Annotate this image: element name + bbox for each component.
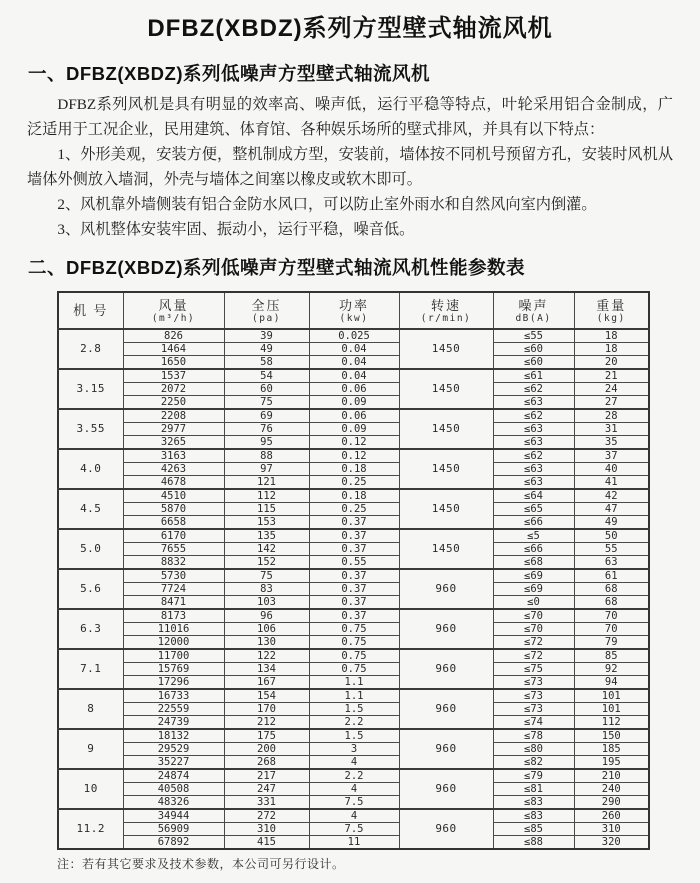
speed-cell: 960: [399, 609, 493, 649]
weight-cell: 150: [574, 729, 649, 743]
speed-cell: 960: [399, 809, 493, 849]
pressure-cell: 135: [224, 529, 309, 543]
table-row: [58, 783, 649, 796]
pressure-cell: 69: [224, 409, 309, 423]
noise-cell: ≤63: [493, 436, 574, 450]
noise-cell: ≤80: [493, 743, 574, 756]
power-cell: 0.75: [309, 663, 399, 676]
power-cell: 0.37: [309, 583, 399, 596]
footnote: 注：若有其它要求及技术参数，本公司可另行设计。: [57, 857, 345, 871]
noise-cell: ≤65: [493, 503, 574, 516]
airflow-cell: 18132: [123, 729, 224, 743]
table-row: [58, 663, 649, 676]
power-cell: 4: [309, 756, 399, 770]
noise-cell: ≤88: [493, 836, 574, 850]
weight-cell: 37: [574, 449, 649, 463]
power-cell: 0.04: [309, 343, 399, 356]
header-noise-unit: dB(A): [515, 312, 552, 324]
header-pressure-unit: (pa): [252, 312, 281, 324]
noise-cell: ≤62: [493, 409, 574, 423]
model-cell: 5.6: [58, 569, 123, 609]
power-cell: 1.1: [309, 676, 399, 690]
page-title: DFBZ(XBDZ)系列方型壁式轴流风机: [147, 15, 553, 42]
noise-cell: ≤74: [493, 716, 574, 730]
pressure-cell: 97: [224, 463, 309, 476]
pressure-cell: 49: [224, 343, 309, 356]
pressure-cell: 121: [224, 476, 309, 490]
pressure-cell: 175: [224, 729, 309, 743]
model-cell: 3.15: [58, 369, 123, 409]
header-pressure-label: 全压: [251, 297, 282, 313]
table-row: [58, 423, 649, 436]
weight-cell: 320: [574, 836, 649, 850]
power-cell: 2.2: [309, 716, 399, 730]
table-row: [58, 369, 649, 383]
table-row: [58, 343, 649, 356]
airflow-cell: 8832: [123, 556, 224, 570]
intro-paragraph: DFBZ系列风机是具有明显的效率高、噪声低，运行平稳等特点，叶轮采用铝合金制成，广泛适用于工况企业，民用建筑、体育馆、各种娱乐场所的壁式排风，并具有以下特点：: [27, 96, 673, 138]
airflow-cell: 5870: [123, 503, 224, 516]
pressure-cell: 75: [224, 569, 309, 583]
pressure-cell: 60: [224, 383, 309, 396]
airflow-cell: 6658: [123, 516, 224, 530]
airflow-cell: 56909: [123, 823, 224, 836]
table-row: [58, 356, 649, 370]
performance-table: [57, 291, 650, 850]
pressure-cell: 88: [224, 449, 309, 463]
airflow-cell: 24739: [123, 716, 224, 730]
noise-cell: ≤69: [493, 569, 574, 583]
weight-cell: 42: [574, 489, 649, 503]
weight-cell: 92: [574, 663, 649, 676]
speed-cell: 1450: [399, 329, 493, 369]
table-row: [58, 476, 649, 490]
model-cell: 7.1: [58, 649, 123, 689]
airflow-cell: 29529: [123, 743, 224, 756]
feature-point-3: 3、风机整体安装牢固、振动小，运行平稳，噪音低。: [57, 221, 415, 238]
weight-cell: 21: [574, 369, 649, 383]
power-cell: 11: [309, 836, 399, 850]
power-cell: 1.1: [309, 689, 399, 703]
speed-cell: 1450: [399, 369, 493, 409]
noise-cell: ≤72: [493, 649, 574, 663]
power-cell: 4: [309, 809, 399, 823]
pressure-cell: 76: [224, 423, 309, 436]
airflow-cell: 40508: [123, 783, 224, 796]
noise-cell: ≤62: [493, 449, 574, 463]
airflow-cell: 12000: [123, 636, 224, 650]
pressure-cell: 39: [224, 329, 309, 343]
speed-cell: 1450: [399, 409, 493, 449]
weight-cell: 20: [574, 356, 649, 370]
airflow-cell: 16733: [123, 689, 224, 703]
weight-cell: 70: [574, 623, 649, 636]
table-row: [58, 516, 649, 530]
noise-cell: ≤79: [493, 769, 574, 783]
airflow-cell: 67892: [123, 836, 224, 850]
airflow-cell: 7724: [123, 583, 224, 596]
power-cell: 0.06: [309, 383, 399, 396]
pressure-cell: 130: [224, 636, 309, 650]
power-cell: 0.04: [309, 369, 399, 383]
power-cell: 0.37: [309, 596, 399, 610]
model-cell: 9: [58, 729, 123, 769]
weight-cell: 50: [574, 529, 649, 543]
power-cell: 0.12: [309, 449, 399, 463]
airflow-cell: 2977: [123, 423, 224, 436]
table-row: [58, 756, 649, 770]
model-cell: 11.2: [58, 809, 123, 849]
speed-cell: 960: [399, 689, 493, 729]
weight-cell: 55: [574, 543, 649, 556]
noise-cell: ≤78: [493, 729, 574, 743]
airflow-cell: 1537: [123, 369, 224, 383]
airflow-cell: 4678: [123, 476, 224, 490]
weight-cell: 31: [574, 423, 649, 436]
model-cell: 2.8: [58, 329, 123, 369]
table-row: [58, 529, 649, 543]
pressure-cell: 142: [224, 543, 309, 556]
weight-cell: 40: [574, 463, 649, 476]
model-cell: 4.5: [58, 489, 123, 529]
model-cell: 6.3: [58, 609, 123, 649]
section2-heading: 二、DFBZ(XBDZ)系列低噪声方型壁式轴流风机性能参数表: [28, 257, 526, 278]
airflow-cell: 48326: [123, 796, 224, 810]
weight-cell: 18: [574, 343, 649, 356]
airflow-cell: 7655: [123, 543, 224, 556]
weight-cell: 260: [574, 809, 649, 823]
airflow-cell: 4263: [123, 463, 224, 476]
power-cell: 0.37: [309, 543, 399, 556]
noise-cell: ≤83: [493, 796, 574, 810]
speed-cell: 1450: [399, 489, 493, 529]
header-weight-label: 重量: [596, 297, 627, 313]
table-row: [58, 823, 649, 836]
pressure-cell: 103: [224, 596, 309, 610]
header-speed: [399, 292, 493, 329]
pressure-cell: 217: [224, 769, 309, 783]
pressure-cell: 310: [224, 823, 309, 836]
speed-cell: 960: [399, 649, 493, 689]
pressure-cell: 152: [224, 556, 309, 570]
pressure-cell: 83: [224, 583, 309, 596]
table-row: [58, 796, 649, 810]
noise-cell: ≤55: [493, 329, 574, 343]
weight-cell: 101: [574, 703, 649, 716]
weight-cell: 41: [574, 476, 649, 490]
airflow-cell: 4510: [123, 489, 224, 503]
pressure-cell: 272: [224, 809, 309, 823]
weight-cell: 68: [574, 583, 649, 596]
power-cell: 1.5: [309, 703, 399, 716]
header-power: [309, 292, 399, 329]
airflow-cell: 1464: [123, 343, 224, 356]
power-cell: 0.09: [309, 423, 399, 436]
weight-cell: 240: [574, 783, 649, 796]
pressure-cell: 75: [224, 396, 309, 410]
airflow-cell: 8471: [123, 596, 224, 610]
table-row: [58, 329, 649, 343]
noise-cell: ≤64: [493, 489, 574, 503]
table-row: [58, 609, 649, 623]
pressure-cell: 106: [224, 623, 309, 636]
noise-cell: ≤0: [493, 596, 574, 610]
table-row: [58, 463, 649, 476]
weight-cell: 28: [574, 409, 649, 423]
airflow-cell: 2208: [123, 409, 224, 423]
model-cell: 5.0: [58, 529, 123, 569]
power-cell: 0.25: [309, 503, 399, 516]
header-noise: [493, 292, 574, 329]
speed-cell: 1450: [399, 529, 493, 569]
header-model-label: 机 号: [73, 303, 109, 318]
pressure-cell: 95: [224, 436, 309, 450]
power-cell: 0.09: [309, 396, 399, 410]
header-airflow: [123, 292, 224, 329]
pressure-cell: 134: [224, 663, 309, 676]
table-row: [58, 769, 649, 783]
pressure-cell: 115: [224, 503, 309, 516]
noise-cell: ≤70: [493, 623, 574, 636]
power-cell: 7.5: [309, 823, 399, 836]
table-row: [58, 583, 649, 596]
table-row: [58, 449, 649, 463]
table-row: [58, 649, 649, 663]
model-cell: 4.0: [58, 449, 123, 489]
weight-cell: 18: [574, 329, 649, 343]
power-cell: 0.55: [309, 556, 399, 570]
weight-cell: 101: [574, 689, 649, 703]
pressure-cell: 268: [224, 756, 309, 770]
weight-cell: 63: [574, 556, 649, 570]
weight-cell: 68: [574, 596, 649, 610]
airflow-cell: 17296: [123, 676, 224, 690]
header-pressure: [224, 292, 309, 329]
model-cell: 8: [58, 689, 123, 729]
noise-cell: ≤63: [493, 463, 574, 476]
pressure-cell: 167: [224, 676, 309, 690]
weight-cell: 85: [574, 649, 649, 663]
pressure-cell: 54: [224, 369, 309, 383]
power-cell: 0.37: [309, 569, 399, 583]
pressure-cell: 170: [224, 703, 309, 716]
pressure-cell: 154: [224, 689, 309, 703]
weight-cell: 112: [574, 716, 649, 730]
airflow-cell: 5730: [123, 569, 224, 583]
speed-cell: 960: [399, 769, 493, 809]
weight-cell: 70: [574, 609, 649, 623]
table-row: [58, 436, 649, 450]
table-row: [58, 623, 649, 636]
airflow-cell: 826: [123, 329, 224, 343]
noise-cell: ≤62: [493, 383, 574, 396]
power-cell: 0.06: [309, 409, 399, 423]
weight-cell: 27: [574, 396, 649, 410]
airflow-cell: 22559: [123, 703, 224, 716]
table-row: [58, 636, 649, 650]
table-row: [58, 729, 649, 743]
power-cell: 0.37: [309, 609, 399, 623]
power-cell: 0.04: [309, 356, 399, 370]
airflow-cell: 3265: [123, 436, 224, 450]
noise-cell: ≤70: [493, 609, 574, 623]
pressure-cell: 415: [224, 836, 309, 850]
feature-point-2: 2、风机靠外墙侧装有铝合金防水风口，可以防止室外雨水和自然风向室内倒灌。: [57, 196, 597, 213]
airflow-cell: 2250: [123, 396, 224, 410]
weight-cell: 61: [574, 569, 649, 583]
header-noise-label: 噪声: [518, 297, 549, 313]
power-cell: 0.18: [309, 489, 399, 503]
noise-cell: ≤63: [493, 396, 574, 410]
power-cell: 0.37: [309, 529, 399, 543]
performance-table-container: [57, 291, 700, 850]
airflow-cell: 8173: [123, 609, 224, 623]
header-power-unit: (kw): [339, 312, 369, 324]
power-cell: 7.5: [309, 796, 399, 810]
table-row: [58, 556, 649, 570]
airflow-cell: 3163: [123, 449, 224, 463]
weight-cell: 49: [574, 516, 649, 530]
table-row: [58, 676, 649, 690]
pressure-cell: 200: [224, 743, 309, 756]
speed-cell: 960: [399, 729, 493, 769]
power-cell: 0.025: [309, 329, 399, 343]
table-row: [58, 703, 649, 716]
table-row: [58, 689, 649, 703]
power-cell: 0.25: [309, 476, 399, 490]
noise-cell: ≤83: [493, 809, 574, 823]
power-cell: 4: [309, 783, 399, 796]
model-cell: 3.55: [58, 409, 123, 449]
airflow-cell: 15769: [123, 663, 224, 676]
table-row: [58, 809, 649, 823]
pressure-cell: 212: [224, 716, 309, 730]
weight-cell: 79: [574, 636, 649, 650]
power-cell: 0.75: [309, 636, 399, 650]
noise-cell: ≤63: [493, 423, 574, 436]
header-power-label: 功率: [338, 297, 369, 313]
pressure-cell: 58: [224, 356, 309, 370]
noise-cell: ≤69: [493, 583, 574, 596]
noise-cell: ≤85: [493, 823, 574, 836]
noise-cell: ≤75: [493, 663, 574, 676]
airflow-cell: 35227: [123, 756, 224, 770]
pressure-cell: 96: [224, 609, 309, 623]
power-cell: 0.18: [309, 463, 399, 476]
weight-cell: 185: [574, 743, 649, 756]
power-cell: 0.75: [309, 649, 399, 663]
pressure-cell: 331: [224, 796, 309, 810]
airflow-cell: 34944: [123, 809, 224, 823]
table-header-row: [58, 292, 649, 329]
airflow-cell: 11016: [123, 623, 224, 636]
noise-cell: ≤5: [493, 529, 574, 543]
table-row: [58, 569, 649, 583]
header-speed-label: 转速: [430, 297, 461, 313]
table-row: [58, 489, 649, 503]
noise-cell: ≤73: [493, 676, 574, 690]
header-weight: [574, 292, 649, 329]
header-weight-unit: (kg): [596, 312, 626, 324]
airflow-cell: 1650: [123, 356, 224, 370]
weight-cell: 47: [574, 503, 649, 516]
noise-cell: ≤68: [493, 556, 574, 570]
noise-cell: ≤60: [493, 356, 574, 370]
header-airflow-unit: (m³/h): [151, 312, 196, 324]
noise-cell: ≤81: [493, 783, 574, 796]
power-cell: 2.2: [309, 769, 399, 783]
speed-cell: 1450: [399, 449, 493, 489]
weight-cell: 195: [574, 756, 649, 770]
header-model: [58, 292, 123, 329]
noise-cell: ≤73: [493, 703, 574, 716]
noise-cell: ≤63: [493, 476, 574, 490]
pressure-cell: 247: [224, 783, 309, 796]
table-row: [58, 503, 649, 516]
noise-cell: ≤61: [493, 369, 574, 383]
weight-cell: 310: [574, 823, 649, 836]
noise-cell: ≤73: [493, 689, 574, 703]
airflow-cell: 24874: [123, 769, 224, 783]
table-row: [58, 396, 649, 410]
noise-cell: ≤66: [493, 516, 574, 530]
power-cell: 0.37: [309, 516, 399, 530]
power-cell: 3: [309, 743, 399, 756]
pressure-cell: 153: [224, 516, 309, 530]
table-row: [58, 716, 649, 730]
feature-point-1: 1、外形美观，安装方便，整机制成方型，安装前，墙体按不同机号预留方孔，安装时风机从墙体外侧放入墙洞，外壳与墙体之间塞以橡皮或软木即可。: [27, 146, 673, 188]
noise-cell: ≤82: [493, 756, 574, 770]
power-cell: 0.12: [309, 436, 399, 450]
weight-cell: 290: [574, 796, 649, 810]
table-row: [58, 596, 649, 610]
noise-cell: ≤66: [493, 543, 574, 556]
airflow-cell: 2072: [123, 383, 224, 396]
table-row: [58, 383, 649, 396]
noise-cell: ≤72: [493, 636, 574, 650]
airflow-cell: 11700: [123, 649, 224, 663]
pressure-cell: 122: [224, 649, 309, 663]
table-row: [58, 409, 649, 423]
table-row: [58, 543, 649, 556]
table-row: [58, 743, 649, 756]
speed-cell: 960: [399, 569, 493, 609]
header-speed-unit: (r/min): [420, 312, 472, 324]
power-cell: 1.5: [309, 729, 399, 743]
weight-cell: 94: [574, 676, 649, 690]
airflow-cell: 6170: [123, 529, 224, 543]
model-cell: 10: [58, 769, 123, 809]
weight-cell: 210: [574, 769, 649, 783]
pressure-cell: 112: [224, 489, 309, 503]
weight-cell: 35: [574, 436, 649, 450]
header-airflow-label: 风量: [158, 297, 189, 313]
section1-heading: 一、DFBZ(XBDZ)系列低噪声方型壁式轴流风机: [28, 63, 431, 84]
table-row: [58, 836, 649, 850]
weight-cell: 24: [574, 383, 649, 396]
power-cell: 0.75: [309, 623, 399, 636]
noise-cell: ≤60: [493, 343, 574, 356]
